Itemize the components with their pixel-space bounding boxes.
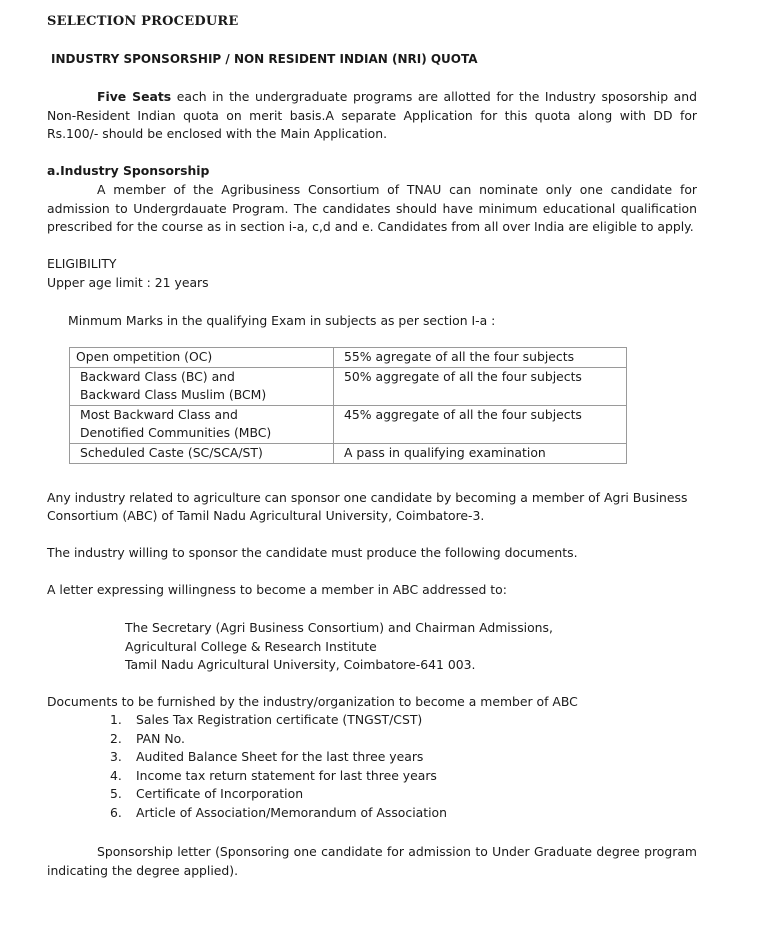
eligibility-label: ELIGIBILITY [47,256,117,271]
intro-paragraph [47,88,697,144]
abc-paragraph-line-1: Any industry related to agriculture can sponsor one candidate by becoming a member of Agri Business [47,490,688,505]
address-block [125,619,553,675]
documents-heading: Documents to be furnished by the industry/organization to become a member of ABC [47,694,578,709]
list-item: 4. Income tax return statement for last three years [110,767,437,783]
section-subtitle: INDUSTRY SPONSORSHIP / NON RESIDENT INDIAN (NRI) QUOTA [51,52,478,66]
closing-text: Sponsorship letter (Sponsoring one candidate for admission to Under Graduate degree program indicating the degree applied). [47,844,697,878]
list-item: 5. Certificate of Incorporation [110,786,304,802]
address-line: The Secretary (Agri Business Consortium) and Chairman Admissions, [125,620,553,635]
documents-list [110,711,447,823]
table-row [70,367,627,405]
requirement-cell: 50% aggregate of all the four subjects [334,367,627,405]
category-cell: Scheduled Caste (SC/SCA/ST) [70,443,334,463]
abc-paragraph-line-2: Consortium (ABC) of Tamil Nadu Agricultural University, Coimbatore-3. [47,508,485,523]
category-cell: Open ompetition (OC) [70,348,334,368]
list-item: 6. Article of Association/Memorandum of Association [110,804,447,820]
address-line: Agricultural College & Research Institute [125,638,377,654]
table-row [70,443,627,463]
closing-paragraph [47,843,697,880]
letter-paragraph: A letter expressing willingness to become a member in ABC addressed to: [47,582,507,597]
age-limit: Upper age limit : 21 years [47,275,209,290]
list-item: 1. Sales Tax Registration certificate (TNGST/CST) [110,712,423,727]
address-line: Tamil Nadu Agricultural University, Coimbatore-641 003. [125,657,476,673]
category-cell: Most Backward Class and Denotified Communities (MBC) [70,405,334,443]
industry-sponsorship-paragraph [47,181,697,237]
documents-paragraph: The industry willing to sponsor the candidate must produce the following documents. [47,545,578,560]
intro-text: each in the undergraduate programs are allotted for the Industry sposorship and Non-Resident Indian quota on merit basis.A separate Application for this quota along with DD for Rs.100/- should be enclosed with the Main Application. [47,89,697,142]
table-row [70,348,627,368]
list-item: 2. PAN No. [110,730,185,746]
list-item: 3. Audited Balance Sheet for the last three years [110,749,424,765]
requirement-cell: 45% aggregate of all the four subjects [334,405,627,443]
table-row [70,405,627,443]
marks-table [69,347,627,464]
page-title: SELECTION PROCEDURE [47,14,239,29]
requirement-cell: 55% agregate of all the four subjects [334,348,627,368]
industry-sponsorship-text: A member of the Agribusiness Consortium of TNAU can nominate only one candidate for admission to Undergrdauate Program. The candidates should have minimum educational qualification prescribed for the course as in section i-a, c,d and e. Candidates from all over India are eligible to apply. [47,182,697,235]
marks-intro: Minmum Marks in the qualifying Exam in subjects as per section I-a : [68,313,496,328]
category-cell: Backward Class (BC) and Backward Class Muslim (BCM) [70,367,334,405]
intro-lead: Five Seats [97,89,172,104]
industry-sponsorship-heading: a.Industry Sponsorship [47,163,210,178]
requirement-cell: A pass in qualifying examination [334,443,627,463]
